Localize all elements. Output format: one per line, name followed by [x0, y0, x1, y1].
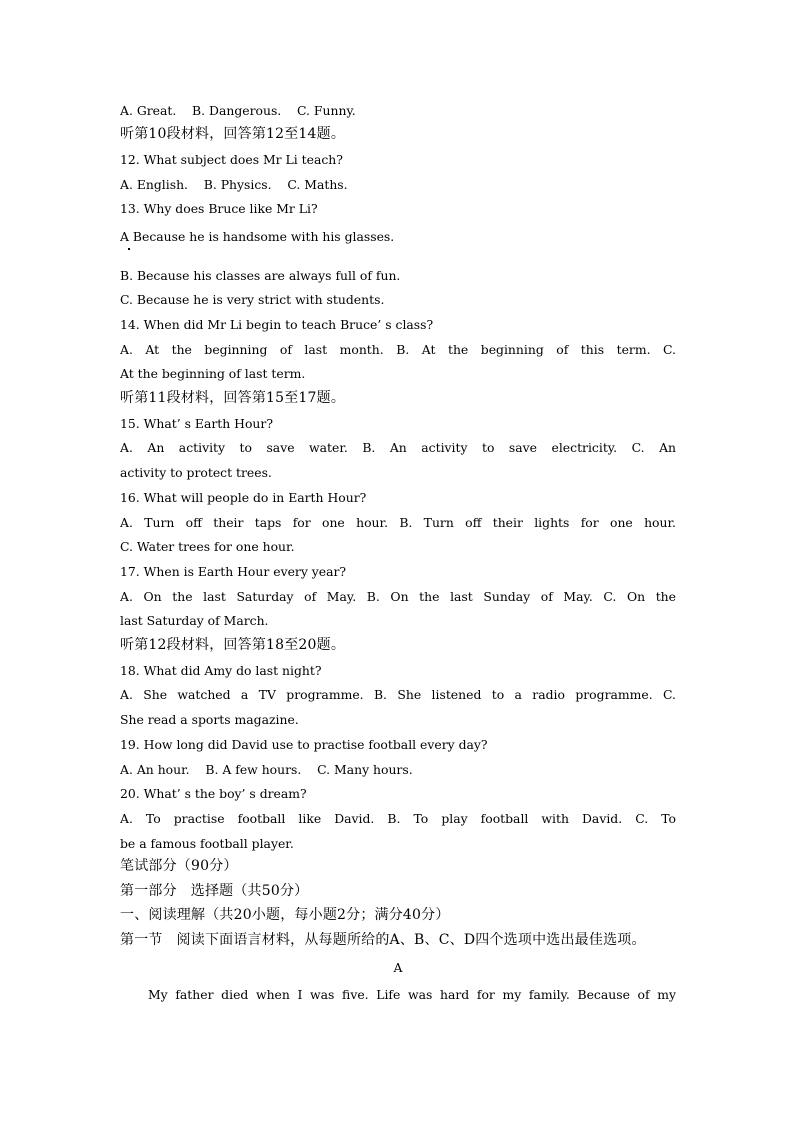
q15-options-line2: activity to protect trees. [120, 465, 272, 480]
part-one-heading: 第一部分 选择题（共50分） [120, 883, 309, 899]
q17-options-line2: last Saturday of March. [120, 613, 269, 628]
q12-options: A. English. B. Physics. C. Maths. [120, 177, 348, 192]
question-13: 13. Why does Bruce like Mr Li? [120, 201, 318, 216]
section-instruction-12: 听第12段材料，回答第18至20题。 [120, 637, 346, 653]
q18-options-line2: She read a sports magazine. [120, 712, 299, 727]
q20-options-line2: be a famous football player. [120, 836, 294, 851]
q13-option-b: B. Because his classes are always full of fun. [120, 268, 401, 283]
section-instruction-10: 听第10段材料，回答第12至14题。 [120, 126, 346, 142]
q14-options-line2: At the beginning of last term. [120, 366, 306, 381]
passage-label: A [393, 960, 403, 975]
passage-a-first-line: My father died when I was five. Life was hard for my family. Because of my [148, 987, 676, 1002]
reading-section-heading: 一、阅读理解（共20小题，每小题2分；满分40分） [120, 907, 450, 923]
question-17: 17. When is Earth Hour every year? [120, 564, 347, 579]
q20-options-line1: A. To practise football like David. B. To play football with David. C. To [120, 811, 676, 826]
question-14: 14. When did Mr Li begin to teach Bruce’ s class? [120, 317, 434, 332]
question-15: 15. What’ s Earth Hour? [120, 416, 273, 431]
q17-options-line1: A. On the last Saturday of May. B. On the last Sunday of May. C. On the [120, 589, 676, 604]
q14-options-line1: A. At the beginning of last month. B. At the beginning of this term. C. [120, 342, 676, 357]
q11-options: A. Great. B. Dangerous. C. Funny. [120, 103, 356, 118]
q18-options-line1: A. She watched a TV programme. B. She listened to a radio programme. C. [120, 687, 676, 702]
q19-options: A. An hour. B. A few hours. C. Many hours. [120, 762, 413, 777]
stray-dot-mark [128, 248, 130, 250]
question-12: 12. What subject does Mr Li teach? [120, 152, 343, 167]
q13-option-a: A Because he is handsome with his glasses. [120, 229, 395, 244]
q16-options-line2: C. Water trees for one hour. [120, 539, 295, 554]
question-16: 16. What will people do in Earth Hour? [120, 490, 367, 505]
q13-option-c: C. Because he is very strict with students. [120, 292, 385, 307]
section-instruction-11: 听第11段材料，回答第15至17题。 [120, 390, 346, 406]
q15-options-line1: A. An activity to save water. B. An activity to save electricity. C. An [120, 440, 676, 455]
q16-options-line1: A. Turn off their taps for one hour. B. Turn off their lights for one hour. [120, 515, 676, 530]
question-18: 18. What did Amy do last night? [120, 663, 322, 678]
written-part-heading: 笔试部分（90分） [120, 858, 238, 874]
question-19: 19. How long did David use to practise football every day? [120, 737, 488, 752]
reading-instruction: 第一节 阅读下面语言材料，从每题所给的A、B、C、D四个选项中选出最佳选项。 [120, 932, 646, 948]
question-20: 20. What’ s the boy’ s dream? [120, 786, 307, 801]
